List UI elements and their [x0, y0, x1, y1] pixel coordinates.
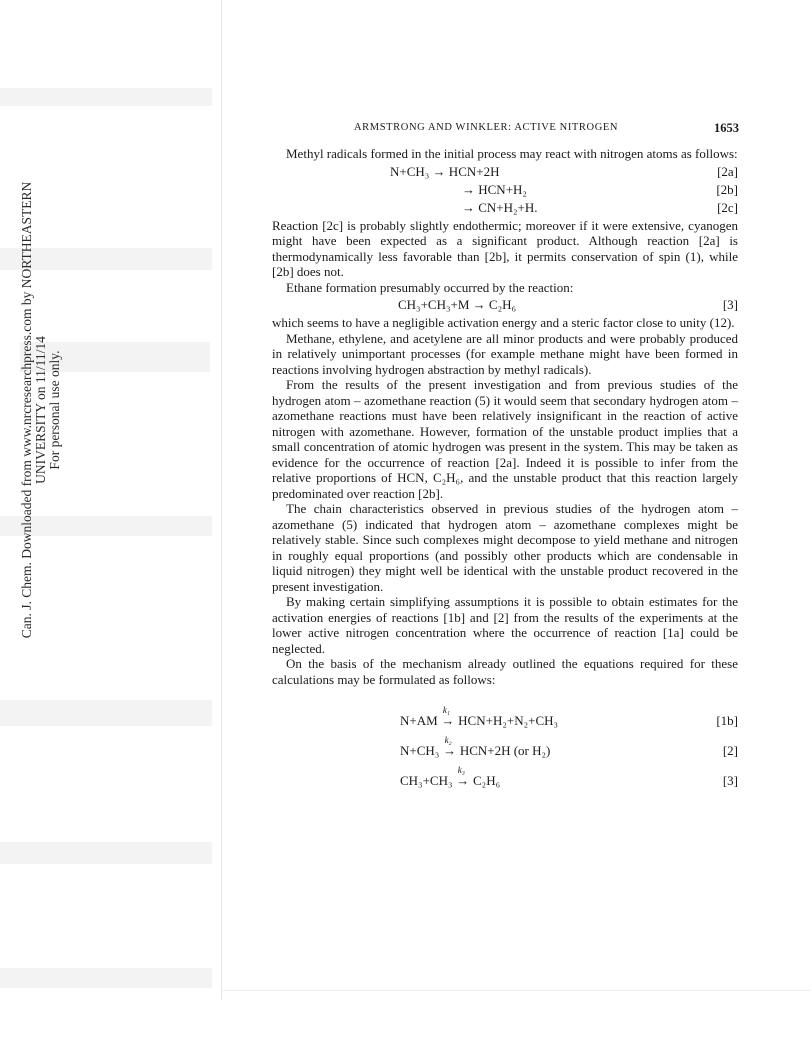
equation-number: [2a]: [717, 163, 738, 179]
equation-2a: [272, 164, 738, 180]
reactants: CH₃+CH₃: [400, 773, 453, 788]
usage-notice-line: For personal use only.: [47, 350, 62, 470]
paragraph: The chain characteristics observed in previous studies of the hydrogen atom – azomethane (5) indicated that hydrogen atom – azomethane complexes might be relatively stable. Since such complexes might decompose to yield methane and nitrogen in roughly equal proportions (and possibly other products which are condensable in liquid nitrogen) they might well be identical with the unstable product recovered in the present investigation.: [272, 501, 738, 594]
products: HCN+H₂+N₂+CH₃: [458, 713, 559, 728]
scan-noise: [0, 88, 212, 106]
equation-2c: [272, 200, 738, 216]
article-body: [272, 146, 738, 789]
equation-text: [272, 735, 551, 759]
equation-number: [3]: [722, 773, 738, 788]
equation-number: [2b]: [716, 181, 738, 197]
paragraph: Ethane formation presumably occurred by the reaction:: [286, 279, 574, 295]
scan-noise: [0, 700, 212, 726]
rate-equation: [272, 699, 738, 729]
rate-equation: [272, 729, 738, 759]
paragraph: which seems to have a negligible activation energy and a steric factor close to unity (12).: [272, 315, 735, 330]
equation-number: [1b]: [716, 713, 738, 728]
paragraph: On the basis of the mechanism already outlined the equations required for these calculations may be formulated as follows:: [272, 656, 738, 687]
scan-gutter-line: [221, 0, 222, 1000]
scan-bottom-line: [221, 990, 811, 991]
download-notice: [20, 170, 60, 650]
equation-text: N+CH₃ → HCN+2H: [390, 163, 500, 179]
spacer: [272, 687, 738, 699]
paragraph: Reaction [2c] is probably slightly endothermic; moreover if it were extensive, cyanogen might have been expected as a significant product. Although reaction [2a] is thermodynamically less favorable than [2b], it permits conservation of spin (1), while [2b] does not.: [272, 217, 738, 279]
reactants: N+CH₃: [400, 743, 440, 758]
rate-constant: k₃: [457, 765, 465, 775]
equation-text: [272, 705, 559, 729]
download-notice-line: Can. J. Chem. Downloaded from www.nrcresearchpress.com by NORTHEASTERN UNIVERSITY on 11/11/14: [19, 181, 48, 639]
rate-constant: k₁: [442, 705, 451, 715]
arrow-icon: → k₃: [456, 773, 470, 789]
equation-text: → CN+H₂+H.: [462, 199, 538, 215]
arrow-icon: → k₂: [443, 743, 457, 759]
products: HCN+2H (or H₂): [459, 743, 551, 758]
paragraph: From the results of the present investigation and from previous studies of the hydrogen atom – azomethane reaction (5) it would seem that secondary hydrogen atom – azomethane reactions must have been relatively insignificant in the reaction of active nitrogen with azomethane. However, formation of the unstable product implies that a small concentration of atomic hydrogen was present in the system. This may be taken as evidence for the occurrence of reaction [2a]. Indeed it is possible to infer from the relative proportions of HCN, C₂H₆, and the unstable product that this reaction largely predominated over reaction [2b].: [272, 377, 738, 501]
products: C₂H₆: [473, 773, 501, 788]
paragraph: Methane, ethylene, and acetylene are all minor products and were probably produced in relatively unimportant processes (for example methane might have been formed in reactions involving hydrogen abstraction by methyl radicals).: [272, 330, 738, 377]
reactants: N+AM: [400, 713, 438, 728]
running-title: ARMSTRONG AND WINKLER: ACTIVE NITROGEN: [354, 122, 619, 133]
equation-number: [2]: [722, 743, 738, 758]
arrow-icon: → k₁: [441, 713, 455, 729]
equation-text: [272, 765, 501, 789]
scan-noise: [0, 968, 212, 988]
running-header: [272, 122, 744, 138]
equation-2b: [272, 182, 738, 198]
equation-number: [2c]: [717, 199, 738, 215]
paragraph: Methyl radicals formed in the initial process may react with nitrogen atoms as follows:: [286, 146, 738, 161]
scan-noise: [0, 842, 212, 864]
equation-3: [272, 297, 738, 313]
rate-equation: [272, 759, 738, 789]
equation-text: → HCN+H₂: [462, 181, 527, 197]
paragraph: By making certain simplifying assumptions it is possible to obtain estimates for the activation energies of reactions [1b] and [2] from the results of the experiments at the lower active nitrogen concentration where the occurrence of reaction [1a] could be neglected.: [272, 594, 738, 656]
equation-text: CH₃+CH₃+M → C₂H₆: [398, 297, 517, 312]
equation-number: [3]: [722, 297, 738, 312]
page-number: 1653: [714, 121, 739, 135]
rate-constant: k₂: [444, 735, 452, 745]
